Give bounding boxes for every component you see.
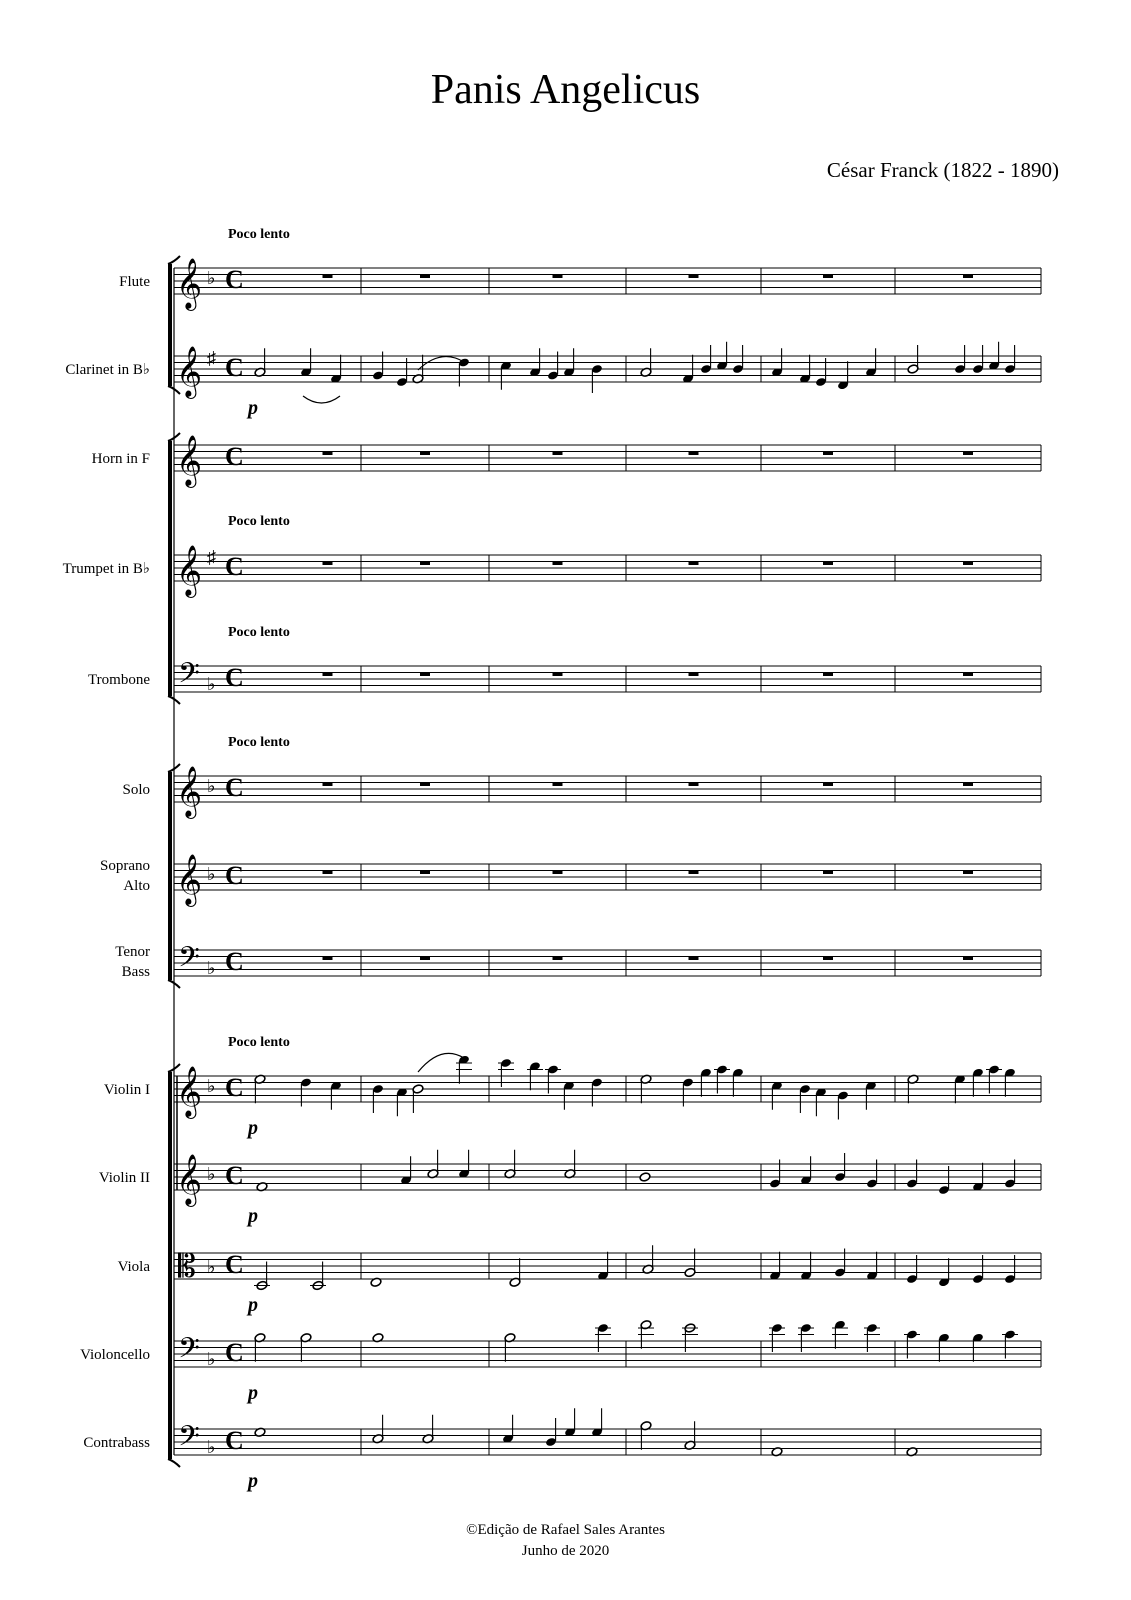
bass-clef-icon: 𝄢 — [178, 659, 200, 696]
whole-rest — [963, 957, 973, 961]
whole-rest — [323, 275, 333, 279]
whole-rest — [963, 673, 973, 677]
whole-rest — [420, 871, 430, 875]
whole-rest — [963, 562, 973, 566]
whole-rest — [823, 783, 833, 787]
instrument-name: Solo — [122, 782, 150, 798]
dynamic-marking: p — [248, 1382, 258, 1404]
flat-key-icon: ♭ — [207, 1164, 216, 1184]
whole-rest — [823, 871, 833, 875]
whole-rest — [823, 275, 833, 279]
bass-clef-icon: 𝄢 — [178, 1422, 200, 1459]
staff-trombone — [88, 625, 1041, 696]
whole-rest — [689, 783, 699, 787]
time-signature: C — [225, 1250, 244, 1279]
flat-key-icon: ♭ — [207, 674, 216, 694]
time-signature: C — [225, 773, 244, 802]
whole-rest — [823, 673, 833, 677]
time-signature: C — [225, 552, 244, 581]
whole-rest — [689, 562, 699, 566]
instrument-name: Violin II — [98, 1170, 150, 1186]
instrument-name: Soprano — [100, 858, 150, 874]
treble-clef-icon: 𝄞 — [176, 259, 203, 308]
whole-rest — [323, 957, 333, 961]
staff-clarinet-in-b- — [65, 342, 1041, 419]
whole-rest — [823, 957, 833, 961]
instrument-name: Trombone — [88, 672, 150, 688]
slur — [418, 357, 464, 370]
whole-rest — [420, 957, 430, 961]
tempo-marking: Poco lento — [228, 1035, 290, 1050]
time-signature: C — [225, 861, 244, 890]
staff-viola — [118, 1245, 1041, 1316]
flat-key-icon: ♭ — [207, 1076, 216, 1096]
time-signature: C — [225, 353, 244, 382]
whole-rest — [420, 562, 430, 566]
whole-rest — [553, 673, 563, 677]
instrument-name: Horn in F — [91, 451, 150, 467]
whole-rest — [963, 275, 973, 279]
flat-key-icon: ♭ — [207, 864, 216, 884]
time-signature: C — [225, 1161, 244, 1190]
dynamic-marking: p — [248, 1470, 258, 1492]
instrument-name: Trumpet in B♭ — [62, 561, 150, 577]
instrument-name: Clarinet in B♭ — [65, 362, 150, 378]
whole-rest — [689, 673, 699, 677]
treble-clef-icon: 𝄞 — [176, 767, 203, 816]
flat-key-icon: ♭ — [207, 1257, 216, 1277]
whole-rest — [823, 452, 833, 456]
whole-rest — [420, 452, 430, 456]
time-signature: C — [225, 1338, 244, 1367]
treble-clef-icon: 𝄞 — [176, 1155, 203, 1204]
whole-rest — [323, 783, 333, 787]
dynamic-marking: p — [248, 397, 258, 419]
whole-rest — [420, 673, 430, 677]
footer-date: Junho de 2020 — [521, 1543, 610, 1559]
whole-rest — [689, 275, 699, 279]
whole-rest — [323, 562, 333, 566]
treble-clef-icon: 𝄞 — [176, 436, 203, 485]
flat-key-icon: ♭ — [207, 958, 216, 978]
time-signature: C — [225, 442, 244, 471]
instrument-name: Flute — [119, 274, 150, 290]
staff-violin-i — [104, 1035, 1041, 1139]
composer-credit: César Franck (1822 - 1890) — [826, 158, 1059, 182]
whole-rest — [823, 562, 833, 566]
tempo-marking: Poco lento — [228, 735, 290, 750]
whole-rest — [689, 957, 699, 961]
time-signature: C — [225, 1426, 244, 1455]
whole-rest — [689, 452, 699, 456]
staff-violoncello — [80, 1320, 1041, 1404]
instrument-name-2: Alto — [123, 878, 150, 894]
whole-rest — [689, 871, 699, 875]
staff-flute — [119, 227, 1041, 311]
staff-soprano — [100, 855, 1041, 907]
score-title: Panis Angelicus — [430, 67, 701, 113]
whole-rest — [553, 275, 563, 279]
whole-rest — [420, 783, 430, 787]
tempo-marking: Poco lento — [228, 625, 290, 640]
staff-solo — [122, 735, 1041, 819]
dynamic-marking: p — [248, 1117, 258, 1139]
strings-bracket-hook-bottom — [168, 1459, 180, 1467]
staff-horn-in-f — [92, 436, 1041, 488]
whole-rest — [963, 783, 973, 787]
whole-rest — [553, 783, 563, 787]
alto-clef-icon: 𝄡 — [178, 1248, 196, 1284]
sharp-key-icon: ♯ — [207, 547, 216, 567]
staff-trumpet-in-b- — [63, 514, 1041, 598]
whole-rest — [553, 562, 563, 566]
flat-key-icon: ♭ — [207, 776, 216, 796]
time-signature: C — [225, 265, 244, 294]
whole-rest — [553, 957, 563, 961]
flat-key-icon: ♭ — [207, 1349, 216, 1369]
treble-clef-icon: 𝄞 — [176, 546, 203, 595]
sharp-key-icon: ♯ — [207, 348, 216, 368]
staff-tenor — [115, 943, 1041, 980]
note-head — [639, 1172, 651, 1182]
footer-copyright: ©Edição de Rafael Sales Arantes — [466, 1522, 665, 1538]
whole-rest — [553, 452, 563, 456]
whole-rest — [323, 871, 333, 875]
whole-rest — [963, 871, 973, 875]
whole-rest — [323, 673, 333, 677]
flat-key-icon: ♭ — [207, 268, 216, 288]
flat-key-icon: ♭ — [207, 1437, 216, 1457]
instrument-name: Violoncello — [80, 1347, 150, 1363]
whole-rest — [963, 452, 973, 456]
treble-clef-icon: 𝄞 — [176, 1067, 203, 1116]
bass-clef-icon: 𝄢 — [178, 943, 200, 980]
slur — [303, 396, 340, 403]
instrument-name: Tenor — [115, 944, 150, 960]
staff-contrabass — [83, 1408, 1041, 1492]
staff-violin-ii — [99, 1150, 1041, 1227]
instrument-name: Violin I — [103, 1082, 150, 1098]
tempo-marking: Poco lento — [228, 227, 290, 242]
dynamic-marking: p — [248, 1205, 258, 1227]
dynamic-marking: p — [248, 1294, 258, 1316]
tempo-marking: Poco lento — [228, 514, 290, 529]
instrument-name-2: Bass — [121, 964, 150, 980]
time-signature: C — [225, 947, 244, 976]
treble-clef-icon: 𝄞 — [176, 855, 203, 904]
time-signature: C — [225, 1073, 244, 1102]
instrument-name: Viola — [117, 1259, 150, 1275]
bass-clef-icon: 𝄢 — [178, 1334, 200, 1371]
time-signature: C — [225, 663, 244, 692]
whole-rest — [553, 871, 563, 875]
whole-rest — [420, 275, 430, 279]
treble-clef-icon: 𝄞 — [176, 347, 203, 396]
instrument-name: Contrabass — [83, 1435, 150, 1451]
footer — [0, 1520, 1131, 1562]
whole-rest — [323, 452, 333, 456]
